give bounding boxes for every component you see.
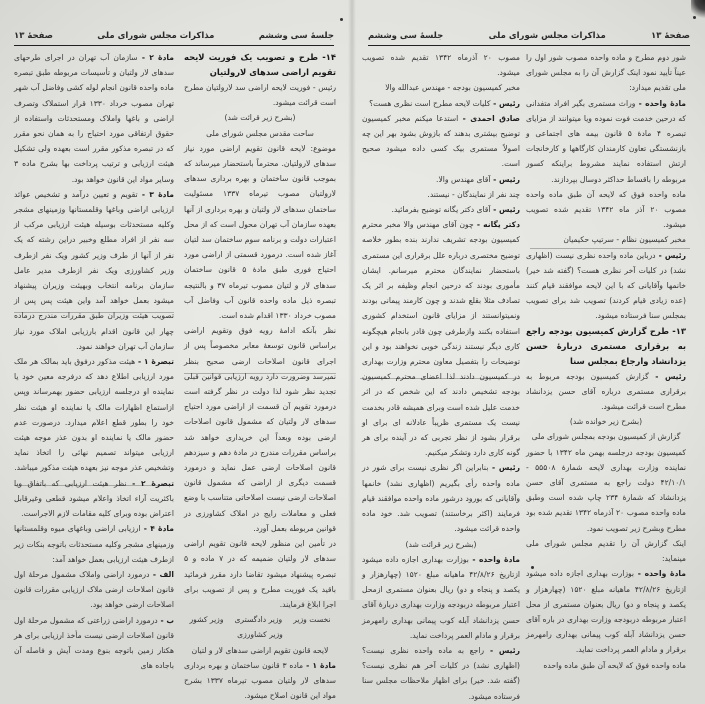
header-page-number: صفحهٔ ۱۳ — [14, 31, 53, 41]
paragraph: ماده واحده فوق که لایحه آن طبق ماده واحده مصوب ۲۰ آذر ماه ۱۳۴۲ تقدیم شده تصویب میشود. — [526, 189, 687, 230]
paragraph — [362, 96, 520, 111]
centered-line: (بشرح زیر خوانده شد) — [569, 417, 643, 427]
scan-speck — [340, 18, 343, 21]
paragraph-lead: رئیس - — [484, 645, 520, 655]
paragraph-lead: رئیس - — [490, 98, 520, 108]
paragraph-text: درمورد اراضی واملاک مشمول مرحلهٔ اول قانون اصلاحات ارضی ملاک ارزیابی مقررات قانون اصلاحات ارضی خواهد بود. — [14, 569, 174, 610]
header-session: جلسهٔ سی وششم — [368, 31, 444, 41]
paragraph: اینک گزارش آن را تقدیم مجلس شورای ملی مینماید: — [526, 538, 686, 564]
header-title: مذاکرات مجلس شورای ملی — [97, 31, 215, 41]
paragraph-lead: رئیس - — [490, 205, 520, 215]
paragraph: موضوع: لایحه قانون تقویم اراضی مورد نیاز سدهای لارولتیان. محترماً باستحضار میرساند که بموجب قانون ساختمان و بهره برداری سدهای لارولتیان مصوب تیرماه ۱۳۳۷ مسئولیت ساختمان سدهای لار ولتیان و بهره برداری از آنها بعهده سازمان آب تهران محول است که از محل اعتبارات دولت و برنامه سوم ساختمان سد لتیان آغاز شده است. درمورد قسمتی از اراضی مورد احتیاج فوری طبق مادهٔ ۵ قانون ساختمان سدهای لار و لتیان مصوب تیرماه ۳۷ و بالنتیجه تبصره ذیل ماده واحده قانون آب وفاضل آب مصوب خرداد ۱۳۳۰ اقدام شده است. — [184, 143, 336, 321]
paragraph-text: بنابراین اگر نظری نیست برای شور در ماده واحده رأی بگیریم (اظهاری نشد) خانمها وآقایانی که بورود درشور ماده واحده موافقند قیام فرمایند (اکثر برخاستند) تصویب شد. خود ماده واحده قرائت میشود. — [362, 463, 520, 534]
scan-artifact-line — [530, 248, 690, 249]
paragraph-text: تقویم و تعیین درآمد و تشخیص عوائد ارزیابی اراضی وباغها وقلمستانها وزمینهای مشجر وکلیه مستحدثات بوسیله هیئت ارزیابی مرکب از سه نفر از افراد مطلع وخبیر دراین رشته که یک نفر از آنها از طرف وزیر کشور ویک نفر ازطرف وزیر کشاورزی ویک نفر ازطرف مدیر عامل سازمان برنامه انتخاب وبهیئت وزیران پیشنهاد میشود بعمل خواهد آمد واین هیئت پس پس از تصویب هیئت وزیران طبق مقررات مندرج درماده چهار این قانون اقدام بارزیابی املاک مورد نیاز سازمان آب تهران خواهند نمود. — [14, 189, 174, 351]
signature-row — [184, 612, 336, 627]
paragraph-text: درمورد اراضی زراعتی که مشمول مرحلهٔ اول قانون اصلاحات ارضی نیست مأخذ ارزیابی برای هر هکتار زمین باتوجه بنوع ومدت آیش و فاصله آن باجاده های — [14, 615, 174, 671]
paragraph — [14, 567, 174, 613]
paragraph — [362, 217, 520, 460]
paragraph-text: وراث مستمری بگیر افراد متفدانی که درحین خدمت فوت نموده ویا میتوانند از مزایای تبصره ۴ مادهٔ ۵ قانون بیمه های اجتماعی و بازنشستگی تعاون کارمندان کارگاهها و کارخانجات ارتش استفاده نمایند مشروط براینکه کسور مربوطه را باقساط حداکثر دوسال بپردازند. — [526, 98, 686, 184]
left-page-column-left — [14, 50, 174, 673]
paragraph — [14, 521, 174, 567]
paragraph: رئیس - فوریت لایحه اراضی سد لارولتیان مطرح است قرائت میشود. — [184, 83, 336, 108]
centered-line: لایحه قانون تقویم اراضی سدهای لار و لتیان — [191, 645, 329, 655]
paragraph — [362, 111, 520, 172]
paragraph-lead: مادهٔ ۱ - — [303, 660, 336, 670]
paragraph — [14, 476, 174, 522]
paragraph-lead: الف - — [149, 569, 175, 579]
paragraph-lead: دکتر یگانه - — [473, 220, 520, 230]
paragraph-lead: مادهٔ واحده - — [634, 569, 686, 579]
section-heading: ۱۴- طرح و تصویب یک فوریت لایحه تقویم اراضی سدهای لارولتیان — [184, 52, 336, 77]
signatory: وزیر کشور — [189, 615, 224, 625]
paragraph — [14, 50, 174, 187]
paragraph-text: آقای دکتر یگانه توضیح بفرمائید. — [391, 205, 491, 215]
paragraph-text: چون آقای مهندس والا مخبر محترم کمیسیون بودجه تشریف ندارند بنده بطور خلاصه توضیح مختصری درباره علل برقراری این مستمری باستحضار نمایندگان محترم میرسانم. ایشان مأموری بودند که درحین انجام وظیفه بر اثر یک تصادف مثلا بقلع شدند و چون کارمند پیمانی بودند ونمیتوانستند از مزایای قانون استخدام کشوری استفاده بکنند وازطرفی چون قادر بانجام هیچگونه کاری دیگر نیستند زندگی خوبی نخواهند بود و این توضیحات را بتفصیل معاون محترم وزارت بهداری در کمیسیون دادند لذا اعضای محترم کمیسیون بودجه تشخیص دادند که این شخص که در اثر خدمت علیل شده است وبرای همیشه قادر بخدمت نیست یک مستمری ظریباً عادلانه ای برای او برقرار بشود از نظر تجربی که در آینده برای هر گونه کاری دارد وتشکر میکنیم. — [362, 220, 520, 458]
centered-line: وزیر کشاورزی — [237, 630, 283, 640]
paragraph — [526, 96, 686, 187]
scan-artifact-line — [360, 378, 520, 379]
scan-speck — [693, 16, 696, 19]
paragraph: ماده واحده فوق که لایحه آن طبق ماده واحده — [543, 660, 686, 670]
left-page-column-right — [184, 50, 336, 703]
paragraph — [526, 566, 686, 657]
paragraph-lead: ب - — [157, 615, 174, 625]
paragraph — [526, 248, 686, 324]
paragraph: مصوب ۲۰ آذرماه ۱۳۴۲ تقدیم شده تصویب میشود. — [362, 53, 520, 78]
section-heading: ۱۳- طرح گزارش کمیسیون بودجه راجع به برقراری مستمری دربارهٔ حسن یزدانشاد وارجاع بمجلس سنا — [526, 325, 686, 366]
paragraph-lead: مادهٔ واحده - — [635, 98, 686, 108]
paragraph: نظر بآنکه ادامهٔ رویه فوق وتقویم اراضی براساس قانون توسعهٔ معابر مخصوصاً پس از اجرای قانون اصلاحات ارضی صحیح بنظر نمیرسد وضرورت دارد رویه ارزیابی قوانین قبلی تجدید نظر شود لذا دولت در نظر گرفته است درمورد تقویم آن قسمت از اراضی مورد احتیاج سدهای لار ولتیان که مشمول قانون اصلاحات ارضی بوده وبعداً این خریداری خواهد شد براساس مقررات مندرج در مادهٔ دهم و سیزدهم قانون اصلاحات ارضی عمل نماید و درمورد قسمت دیگری از اراضی که مشمول قانون اصلاحات ارضی نیست اصلاحاتی متناسب با وضع فعلی و معاملات رایج در املاک کشاورزی در قوانین مربوطه بعمل آورد. — [184, 326, 336, 533]
paragraph — [14, 613, 174, 674]
scan-artifact-line — [14, 312, 174, 313]
paragraph-text: آقای مهندس والا. — [436, 174, 491, 184]
paragraph — [526, 369, 686, 415]
scan-artifact-line — [14, 485, 174, 486]
paragraph — [14, 354, 174, 476]
paragraph: شور دوم مطرح و ماده واحده مصوب شور اول را عیناً تأیید نمود اینک گزارش آن را به مجلس شورای ملی تقدیم میدارد: — [526, 53, 686, 93]
paragraph-lead: مادهٔ ۴ - — [140, 524, 174, 534]
paragraph — [184, 658, 336, 704]
left-page-header — [14, 29, 334, 46]
paragraph — [362, 552, 520, 643]
right-page-header — [368, 29, 690, 46]
paragraph-text: هیئت مذکور درفوق باید بمالک هر ملک مورد ارزیابی اطلاع دهد که درفرجه معین خود یا نماینده او درجلسه ارزیابی حضور بهمرساند وپس ازاستماع اظهارات مالک یا نماینده او هیئت نظر خود را بطور قطع اعلام میدارد. درصورت عدم حضور مالک یا نماینده او بدون عذر موجه هیئت ارزیابی میتواند تصمیم نهائی را اتخاذ نماید وتشخیص عذر موجه نیز بعهده هیئت مذکور میباشد. — [14, 357, 174, 473]
paragraph — [14, 187, 174, 354]
paragraph-lead: تبصرهٔ ۲ - — [126, 478, 174, 488]
paragraph-text: درباین ماده واحده نظری نیست (اظهاری نشد) در کلیات آخر نظری هست؟ (گفته شد خیر) خانمها وآقایانی که با این لایحه موافقند قیام کنند (عده زیادی قیام کردند) تصویب شد برای تصویب بمجلس سنا فرستاده میشود. — [526, 250, 686, 321]
paragraph: مخبر کمیسیون بودجه - مهندس عبدالله والا — [385, 83, 520, 93]
paragraph-text: ارزیابی اراضی وباغهای میوه وقلمستانها وزمینهای مشجر وکلیه مستحدثات باتوجه بنکات زیر ازطرف هیئت ارزیابی بعمل خواهد آمد: — [14, 524, 174, 564]
header-page-number: صفحهٔ ۱۳ — [651, 31, 690, 41]
scan-speck — [531, 566, 534, 569]
paragraph: چند نفر از نمایندگان - نیستند. — [427, 189, 520, 199]
paragraph-text: ماده ۳ قانون ساختمان و بهره برداری سدهای لار ولتیان مصوب تیرماه ۱۳۳۷ بشرح مواد این قانون اصلاح میشود. — [184, 660, 336, 701]
paragraph — [362, 172, 520, 187]
paragraph-lead: مادهٔ ۳ - — [137, 189, 174, 199]
right-page-column-right — [526, 50, 686, 673]
centered-line: ساحت مقدس مجلس شورای ملی — [206, 128, 314, 138]
signatory: نخست وزیر — [293, 615, 331, 625]
paragraph-lead: رئیس - — [648, 371, 686, 381]
paragraph-lead: رئیس - — [655, 250, 686, 260]
paragraph-text: بوزارت بهداری اجازه داده میشود ازتاریخ ۴۲/۸/۲۶ ماهیانه مبلغ ۱۵۲۰ (چهارهزار و یکصد و پنجاه و دو) ریال بعنوان مستمری از محل اعتبار مربوطه دربودجه وزارت بهداری در باره آقای حسن یزدانشاد آبله کوب پیمانی بهداری رامهرمز برقرار و مادام العمر پرداخت نماید. — [526, 569, 686, 655]
paragraph: کمیسیون بودجه درجلسه بهمن ماه ۱۳۴۲ با حضور نماینده وزارت بهداری لایحه شمارهٔ ۵۵۵۰۸ - ۴۲/۱۰/۱ دولت راجع به مستمری آقای حسن یزدانشاد که شمارهٔ ۲۳۴ چاپ شده است وطبق ماده واحده مصوب ۲۰ آذرماه ۱۳۴۲ تقدیم شده بود مطرح وبشرح زیر تصویب نمود. — [526, 447, 687, 533]
header-title: مذاکرات مجلس شورای ملی — [488, 31, 606, 41]
paragraph-lead: مادهٔ ۲ - — [137, 53, 174, 62]
paragraph — [362, 460, 520, 536]
right-page — [352, 0, 705, 701]
paragraph-lead: رئیس - — [488, 463, 520, 473]
paragraph-text: سازمان آب تهران در اجرای طرحهای سدهای لار ولتیان و تأسیسات مربوطه طبق تبصره ماده واحده قانون انجام لوله کشی وفاضل آب شهر تهران مصوب خرداد ۱۳۳۰ قرار استملاک وتصرف اراضی و باغها واملاک ومستحدثات واستفاده از حقوق ارتفاقی مورد احتیاج را به همان نحو مقرر که در تبصره مذکور مقرر است بعهده ولی تشکیل هیئت ارزیابی و ترتیب پرداخت بها بشرح ماده ۳ وسایر مواد این قانون خواهد بود. — [14, 53, 175, 184]
paragraph: در تأمین این منظور لایحه قانون تقویم اراضی سدهای لار ولتیان ضمیمه که در ۷ ماده و ۵ تبصره پیشنهاد میشود تقاضا دارد مقرر فرمائید باقید یک فوریت مطرح و پس از تصویب برای اجرا ابلاغ فرمایند. — [184, 539, 336, 609]
paragraph-text: گزارش کمیسیون بودجه مربوط به برقراری مستمری درباره آقای حسن یزدانشاد مطرح است قرائت میشود. — [526, 371, 686, 412]
paragraph-lead: تبصرهٔ ۱ - — [135, 357, 174, 367]
paragraph-lead: مادهٔ واحده - — [468, 554, 520, 564]
right-page-column-left — [362, 50, 520, 704]
paragraph-text: نظر هیئت ارزیابی که باتفاق ویا باکثریت آراء اتخاذ واعلام میشود قطعی وغیرقابل اعتراض بوده وبرای کلیه مقامات لازم الاجراست. — [14, 478, 174, 519]
header-session: جلسهٔ سی وششم — [258, 31, 334, 41]
left-page — [0, 0, 352, 701]
paragraph-lead: صادق احمدی - — [458, 113, 520, 123]
paragraph — [362, 643, 520, 704]
paragraph-text: بوزارت بهداری اجازه داده میشود ازتاریخ ۴۲/۸/۲۶ ماهیانه مبلغ ۱۵۲۰ (چهارهزار و یکصد و پنجاه و دو) ریال بعنوان مستمری ازمحل اعتبار مربوطه دربودجه وزارت بهداری دربارهٔ آقای حسن یزدانشاد آبله کوب پیمانی بهداری رامهرمز برقرار و مادام العمر پرداخت نماید. — [362, 554, 520, 640]
paragraph-text: راجع به ماده واحده نظری نیست؟ (اظهاری نشد) در کلیات آخر هم نظری نیست؟ (گفته شد. خیر) برای اظهار ملاحظات مجلس سنا فرستاده میشود. — [362, 645, 520, 701]
paragraph: مخبر کمیسیون نظام - سرتیپ حکیمیان — [563, 235, 686, 245]
centered-line: گزارش از کمیسیون بودجه بمجلس شورای ملی — [531, 432, 681, 442]
signatory: وزیر دادگستری — [234, 615, 283, 625]
paragraph-lead: رئیس - — [490, 174, 520, 184]
scan-artifact-line — [184, 373, 336, 374]
centered-line: (بشرح زیر قرائت شد) — [405, 539, 477, 549]
centered-line: (بشرح زیر قرائت شد) — [224, 113, 296, 123]
paragraph-text: کلیات لایحه مطرح است نظری هست؟ — [369, 98, 491, 108]
paragraph-text: استدعا میکنم مخبر کمیسیون توضیح بیشتری بدهند که بازوش بشود بهر این چه اصولاً مستمری بیک کسی داده میشود صحیح است. — [362, 113, 520, 169]
paragraph — [362, 202, 520, 217]
